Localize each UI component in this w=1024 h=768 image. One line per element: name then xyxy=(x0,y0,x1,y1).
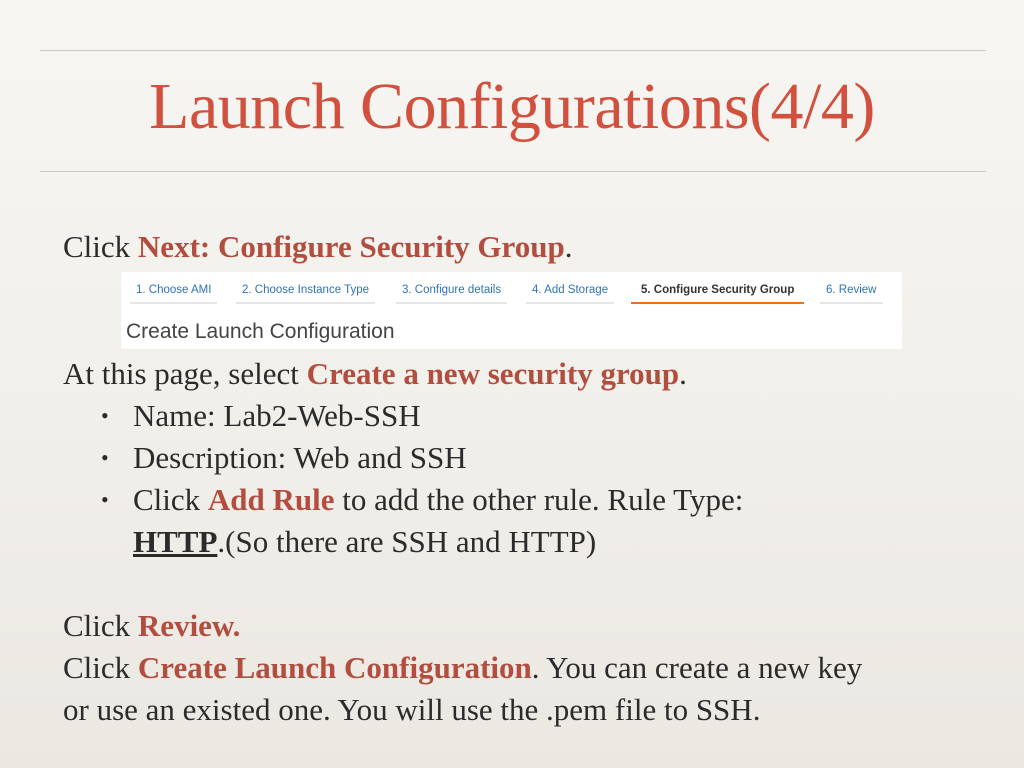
step-review: Click Review. xyxy=(63,608,241,643)
tab-configure-details[interactable]: 3. Configure details xyxy=(402,278,501,304)
step-configure-security-group: Click Next: Configure Security Group. xyxy=(63,229,573,264)
step-create-launch-configuration: Click Create Launch Configuration. You can create a new key xyxy=(63,650,863,685)
tab-choose-instance-type[interactable]: 2. Choose Instance Type xyxy=(242,278,369,304)
next-configure-security-group-link: Next: Configure Security Group xyxy=(137,229,565,264)
list-item: • Name: Lab2-Web-SSH xyxy=(101,395,983,437)
security-group-settings-list xyxy=(63,395,983,563)
wizard-screenshot xyxy=(121,272,902,349)
tab-review[interactable]: 6. Review xyxy=(826,278,877,304)
review-link: Review. xyxy=(137,608,241,643)
create-launch-configuration-link: Create Launch Configuration xyxy=(137,650,532,685)
step-create-security-group: At this page, select Create a new security group. xyxy=(63,356,687,391)
list-item: • Click Add Rule to add the other rule. Rule Type: HTTP.(So there are SSH and HTTP) xyxy=(101,479,983,563)
bullet-icon: • xyxy=(101,487,109,512)
list-item: • Description: Web and SSH xyxy=(101,437,983,479)
rule-type-http: HTTP xyxy=(133,524,218,559)
add-rule-link: Add Rule xyxy=(207,482,335,517)
step-key-note: or use an existed one. You will use the .pem file to SSH. xyxy=(63,692,761,727)
paragraph-spacer xyxy=(63,563,983,605)
tab-add-storage[interactable]: 4. Add Storage xyxy=(532,278,608,304)
top-divider xyxy=(40,50,986,51)
wizard-page-title: Create Launch Configuration xyxy=(126,320,395,343)
tab-configure-security-group[interactable]: 5. Configure Security Group xyxy=(641,278,794,304)
title-divider xyxy=(40,171,986,172)
tab-choose-ami[interactable]: 1. Choose AMI xyxy=(136,278,211,304)
create-new-security-group-link: Create a new security group xyxy=(306,356,680,391)
slide-title: Launch Configurations(4/4) xyxy=(149,70,875,143)
bullet-icon: • xyxy=(101,445,109,470)
wizard-tabs xyxy=(121,278,902,304)
bullet-icon: • xyxy=(101,403,109,428)
